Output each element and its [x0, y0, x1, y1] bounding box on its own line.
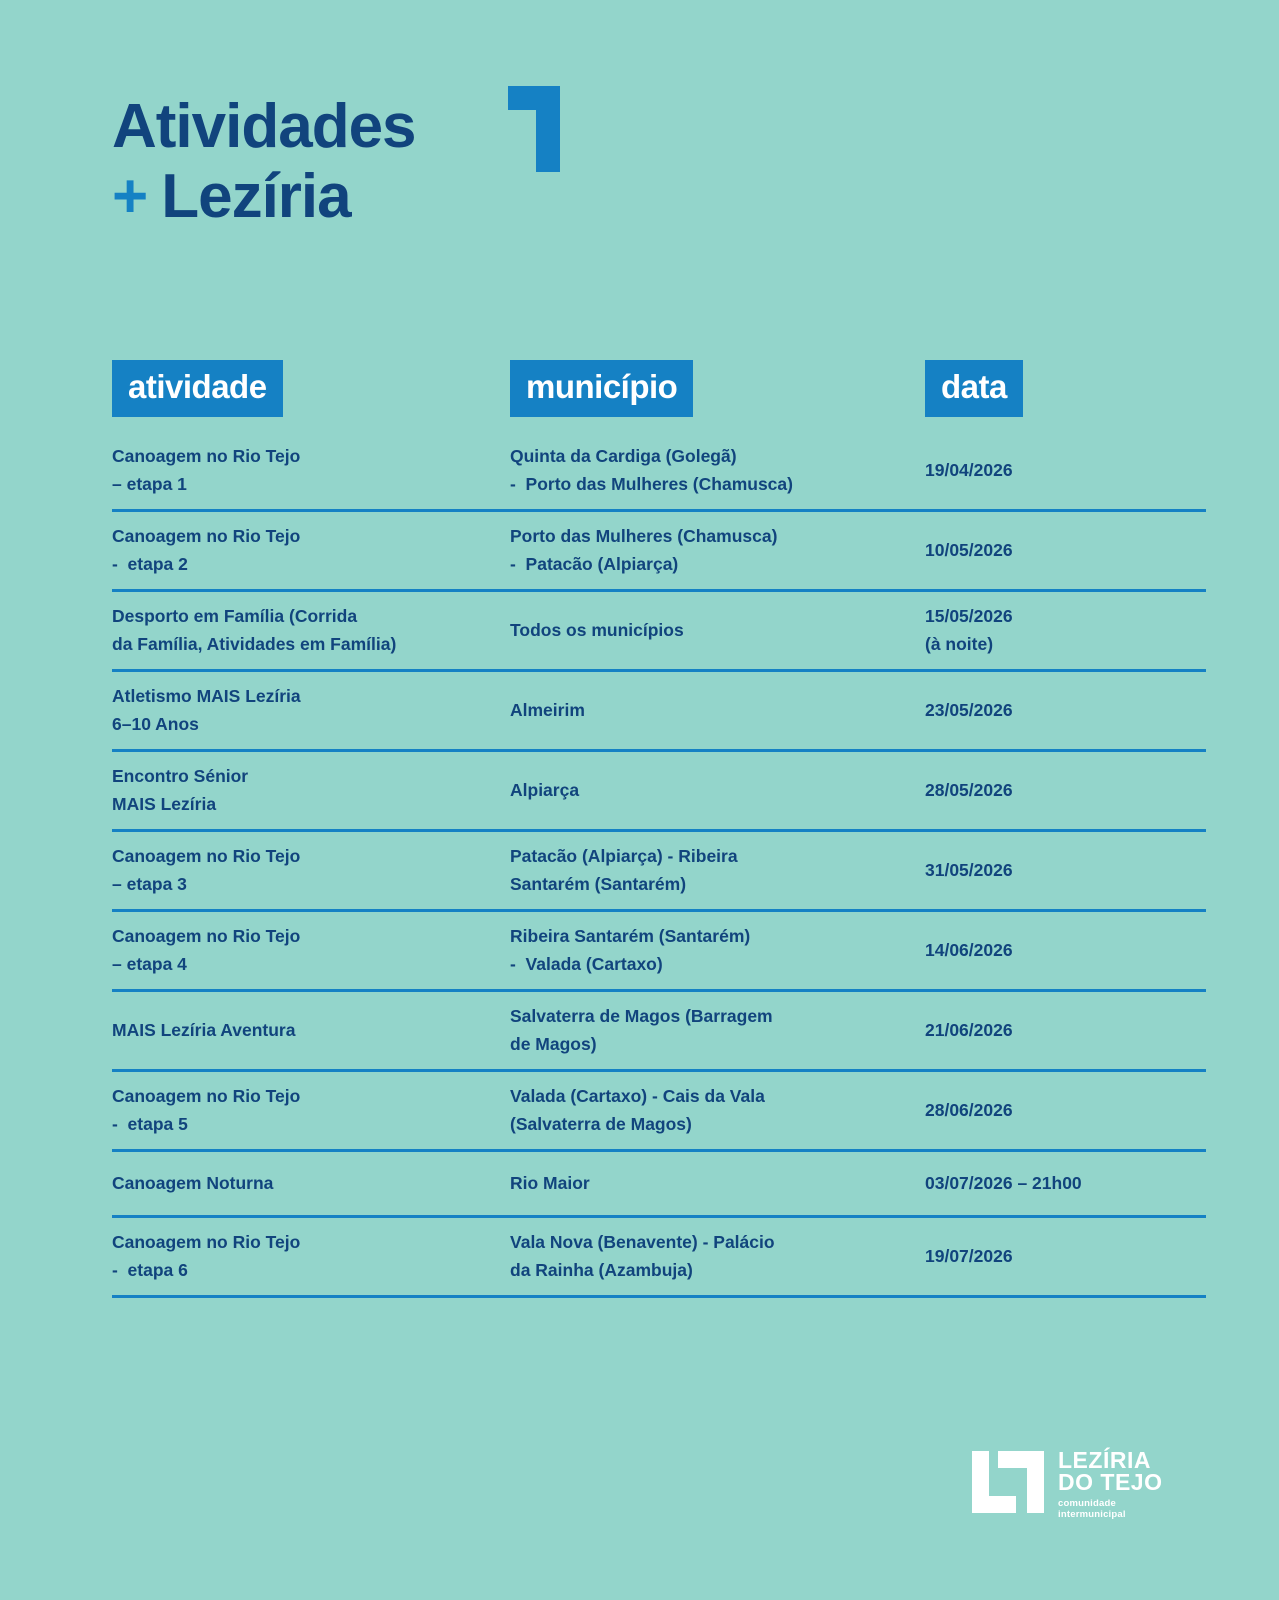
- date-cell-line: 31/05/2026: [925, 859, 1013, 880]
- logo-subtitle-line-2: intermunicipal: [1058, 1508, 1126, 1520]
- date-cell-line: (à noite): [925, 633, 994, 654]
- municipality-cell-line: Salvaterra de Magos (Barragem: [510, 1006, 773, 1027]
- date-cell: [925, 937, 1206, 964]
- activity-cell-line: Canoagem Noturna: [112, 1172, 274, 1193]
- table-row: [112, 752, 1206, 832]
- municipality-cell-line: de Magos): [510, 1033, 597, 1054]
- date-cell-line: 28/06/2026: [925, 1099, 1013, 1120]
- municipality-cell-line: - Porto das Mulheres (Chamusca): [510, 473, 793, 494]
- municipality-cell-line: Almeirim: [510, 699, 585, 720]
- page-title-block: [112, 92, 672, 266]
- municipality-cell-line: - Valada (Cartaxo): [510, 953, 663, 974]
- table-body: [112, 432, 1206, 1298]
- activity-cell-line: Atletismo MAIS Lezíria: [112, 686, 301, 707]
- table-row: [112, 1152, 1206, 1218]
- seven-mark-stem: [536, 86, 560, 172]
- activity-cell-line: Encontro Sénior: [112, 766, 249, 787]
- page-title-line-2: [112, 162, 672, 231]
- activity-cell: [112, 683, 510, 737]
- municipality-cell-line: Alpiarça: [510, 779, 580, 800]
- municipality-cell-line: da Rainha (Azambuja): [510, 1259, 693, 1280]
- activity-cell: [112, 923, 510, 977]
- plus-symbol: +: [112, 162, 148, 231]
- leziria-do-tejo-logo: [972, 1449, 1206, 1521]
- activity-cell-line: Canoagem no Rio Tejo: [112, 526, 301, 547]
- date-cell-line: 23/05/2026: [925, 699, 1013, 720]
- municipality-cell-line: Quinta da Cardiga (Golegã): [510, 446, 737, 467]
- activity-cell-line: Canoagem no Rio Tejo: [112, 1086, 301, 1107]
- column-header-atividade: atividade: [112, 360, 283, 417]
- activity-cell: [112, 763, 510, 817]
- municipality-cell: [510, 523, 925, 577]
- municipality-cell-line: Santarém (Santarém): [510, 873, 687, 894]
- municipality-cell: [510, 1170, 925, 1197]
- table-row: [112, 832, 1206, 912]
- activity-cell-line: da Família, Atividades em Família): [112, 633, 397, 654]
- municipality-cell-line: (Salvaterra de Magos): [510, 1113, 692, 1134]
- logo-title-line-2: DO TEJO: [1058, 1469, 1163, 1495]
- column-header-municipio: município: [510, 360, 693, 417]
- municipality-cell: [510, 777, 925, 804]
- activity-cell-line: MAIS Lezíria: [112, 793, 217, 814]
- activity-cell: [112, 523, 510, 577]
- activity-cell-line: – etapa 4: [112, 953, 187, 974]
- date-cell-line: 03/07/2026 – 21h00: [925, 1172, 1082, 1193]
- activity-cell-line: MAIS Lezíria Aventura: [112, 1019, 296, 1040]
- logo-wordmark: [1058, 1449, 1162, 1520]
- activity-cell-line: 6–10 Anos: [112, 713, 199, 734]
- leziria-l7-mark-icon: [972, 1451, 1044, 1513]
- activity-cell: [112, 443, 510, 497]
- municipality-cell-line: Patacão (Alpiarça) - Ribeira: [510, 846, 738, 867]
- municipality-cell-line: Ribeira Santarém (Santarém): [510, 926, 751, 947]
- date-cell-line: 28/05/2026: [925, 779, 1013, 800]
- activity-cell-line: - etapa 2: [112, 553, 188, 574]
- municipality-cell: [510, 843, 925, 897]
- date-cell: [925, 457, 1206, 484]
- activity-cell-line: – etapa 1: [112, 473, 187, 494]
- activity-cell-line: - etapa 6: [112, 1259, 188, 1280]
- activity-cell: [112, 603, 510, 657]
- activity-cell: [112, 843, 510, 897]
- date-cell: [925, 697, 1206, 724]
- date-cell-line: 15/05/2026: [925, 606, 1013, 627]
- date-cell-line: 10/05/2026: [925, 539, 1013, 560]
- table-row: [112, 992, 1206, 1072]
- date-cell: [925, 537, 1206, 564]
- date-cell: [925, 857, 1206, 884]
- activities-table: [112, 360, 1206, 1298]
- activity-cell-line: – etapa 3: [112, 873, 187, 894]
- table-header-row: [112, 360, 1206, 432]
- municipality-cell: [510, 1003, 925, 1057]
- column-header-data: data: [925, 360, 1023, 417]
- date-cell: [925, 603, 1206, 657]
- activity-cell-line: Canoagem no Rio Tejo: [112, 926, 301, 947]
- activity-cell: [112, 1170, 510, 1197]
- date-cell: [925, 1170, 1206, 1197]
- date-cell: [925, 1017, 1206, 1044]
- municipality-cell-line: - Patacão (Alpiarça): [510, 553, 679, 574]
- municipality-cell-line: Vala Nova (Benavente) - Palácio: [510, 1232, 775, 1253]
- page-title-line-2-text: Lezíria: [161, 162, 351, 231]
- date-cell-line: 14/06/2026: [925, 939, 1013, 960]
- logo-seven-stem: [1027, 1451, 1044, 1513]
- municipality-cell: [510, 617, 925, 644]
- municipality-cell: [510, 697, 925, 724]
- activity-cell-line: Desporto em Família (Corrida: [112, 606, 358, 627]
- municipality-cell-line: Rio Maior: [510, 1172, 590, 1193]
- page-title-line-1: Atividades: [112, 92, 416, 161]
- municipality-cell-line: Porto das Mulheres (Chamusca): [510, 526, 778, 547]
- table-row: [112, 432, 1206, 512]
- activity-cell: [112, 1017, 510, 1044]
- table-row: [112, 1072, 1206, 1152]
- municipality-cell: [510, 1229, 925, 1283]
- table-row: [112, 592, 1206, 672]
- logo-subtitle-line-1: comunidade: [1058, 1498, 1116, 1509]
- municipality-cell: [510, 923, 925, 977]
- municipality-cell: [510, 1083, 925, 1137]
- date-cell: [925, 777, 1206, 804]
- logo-l-horizontal: [972, 1496, 1016, 1513]
- municipality-cell-line: Valada (Cartaxo) - Cais da Vala: [510, 1086, 765, 1107]
- date-cell: [925, 1097, 1206, 1124]
- date-cell-line: 19/07/2026: [925, 1245, 1013, 1266]
- activity-cell-line: Canoagem no Rio Tejo: [112, 1232, 301, 1253]
- table-row: [112, 672, 1206, 752]
- table-row: [112, 1218, 1206, 1298]
- date-cell-line: 19/04/2026: [925, 459, 1013, 480]
- logo-title-line-1: LEZÍRIA: [1058, 1447, 1151, 1473]
- activity-cell: [112, 1229, 510, 1283]
- seven-mark-icon: [508, 86, 560, 172]
- activity-cell-line: Canoagem no Rio Tejo: [112, 446, 301, 467]
- table-row: [112, 512, 1206, 592]
- municipality-cell-line: Todos os municípios: [510, 619, 684, 640]
- activity-cell: [112, 1083, 510, 1137]
- date-cell-line: 21/06/2026: [925, 1019, 1013, 1040]
- table-row: [112, 912, 1206, 992]
- activity-cell-line: Canoagem no Rio Tejo: [112, 846, 301, 867]
- activity-cell-line: - etapa 5: [112, 1113, 188, 1134]
- date-cell: [925, 1243, 1206, 1270]
- municipality-cell: [510, 443, 925, 497]
